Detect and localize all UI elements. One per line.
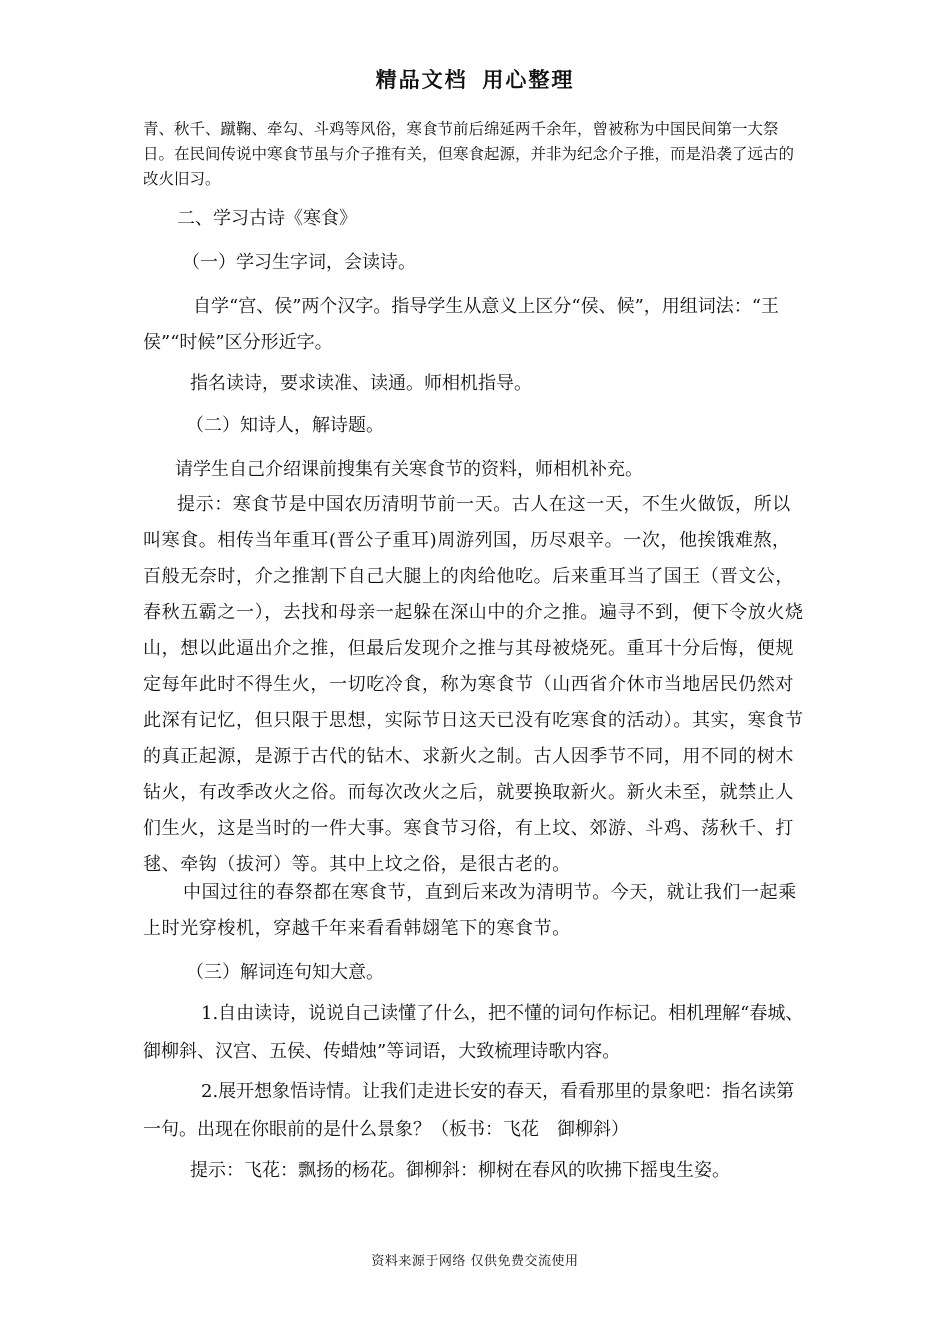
paragraph: 指名读诗，要求读准、读通。师相机指导。 [190,373,532,394]
page-header: 精品文档 用心整理 [375,68,575,92]
subsection-heading: （二）知诗人，解诗题。 [186,415,384,436]
paragraph: 提示：寒食节是中国农历清明节前一天。古人在这一天，不生火做饭，所以叫寒食。相传当年重耳(晋公子重耳)周游列国，历尽艰辛。一次，他挨饿难熬，百般无奈时，介之推割下自己大腿上的肉给他吃。后来重耳当了国王（晋文公，春秋五霸之一），去找和母亲一起躲在深山中的介之推。遍寻不到，便下令放火烧山，想以此逼出介之推，但最后发现介之推与其母被烧死。重耳十分后悔，便规定每年此时不得生火，一切吃冷食，称为寒食节（山西省介休市当地居民仍然对此深有记忆，但只限于思想，实际节日这天已没有吃寒食的活动）。其实，寒食节的真正起源，是源于古代的钻木、求新火之制。古人因季节不同，用不同的树木钻火，有改季改火之俗。而每次改火之后，就要换取新火。新火未至，就禁止人们生火，这是当时的一件大事。寒食节习俗，有上坟、郊游、斗鸡、荡秋千、打毬、牵钩（拔河）等。其中上坟之俗，是很古老的。 [143,494,804,875]
paragraph: 请学生自己介绍课前搜集有关寒食节的资料，师相机补充。 [175,459,643,480]
paragraph: 自学“宫、侯”两个汉字。指导学生从意义上区分“侯、候”，用组词法：“王侯”“时候”区分形近字。 [143,296,780,353]
paragraph: 中国过往的春祭都在寒食节，直到后来改为清明节。今天，就让我们一起乘上时光穿梭机，穿越千年来看看韩翃笔下的寒食节。 [143,882,797,939]
page-footer: 资料来源于网络 仅供免费交流使用 [371,1254,579,1269]
section-heading: 二、学习古诗《寒食》 [177,208,357,229]
paragraph: 1.自由读诗，说说自己读懂了什么，把不懂的词句作标记。相机理解“春城、御柳斜、汉宫、五侯、传蜡烛”等词语，大致梳理诗歌内容。 [143,1003,804,1062]
subsection-heading: （三）解词连句知大意。 [186,962,384,983]
paragraph: 2.展开想象悟诗情。让我们走进长安的春天，看看那里的景象吧：指名读第一句。出现在你眼前的是什么景象？（板书：飞花 御柳斜） [143,1081,795,1140]
paragraph: 提示：飞花：飘扬的杨花。御柳斜：柳树在春风的吹拂下摇曳生姿。 [190,1160,730,1181]
intro-paragraph: 青、秋千、蹴鞠、牵勾、斗鸡等风俗，寒食节前后绵延两千余年，曾被称为中国民间第一大祭日。在民间传说中寒食节虽与介子推有关，但寒食起源，并非为纪念介子推，而是沿袭了远古的改火旧习。 [143,120,795,188]
subsection-heading: （一）学习生字词，会读诗。 [182,252,416,273]
